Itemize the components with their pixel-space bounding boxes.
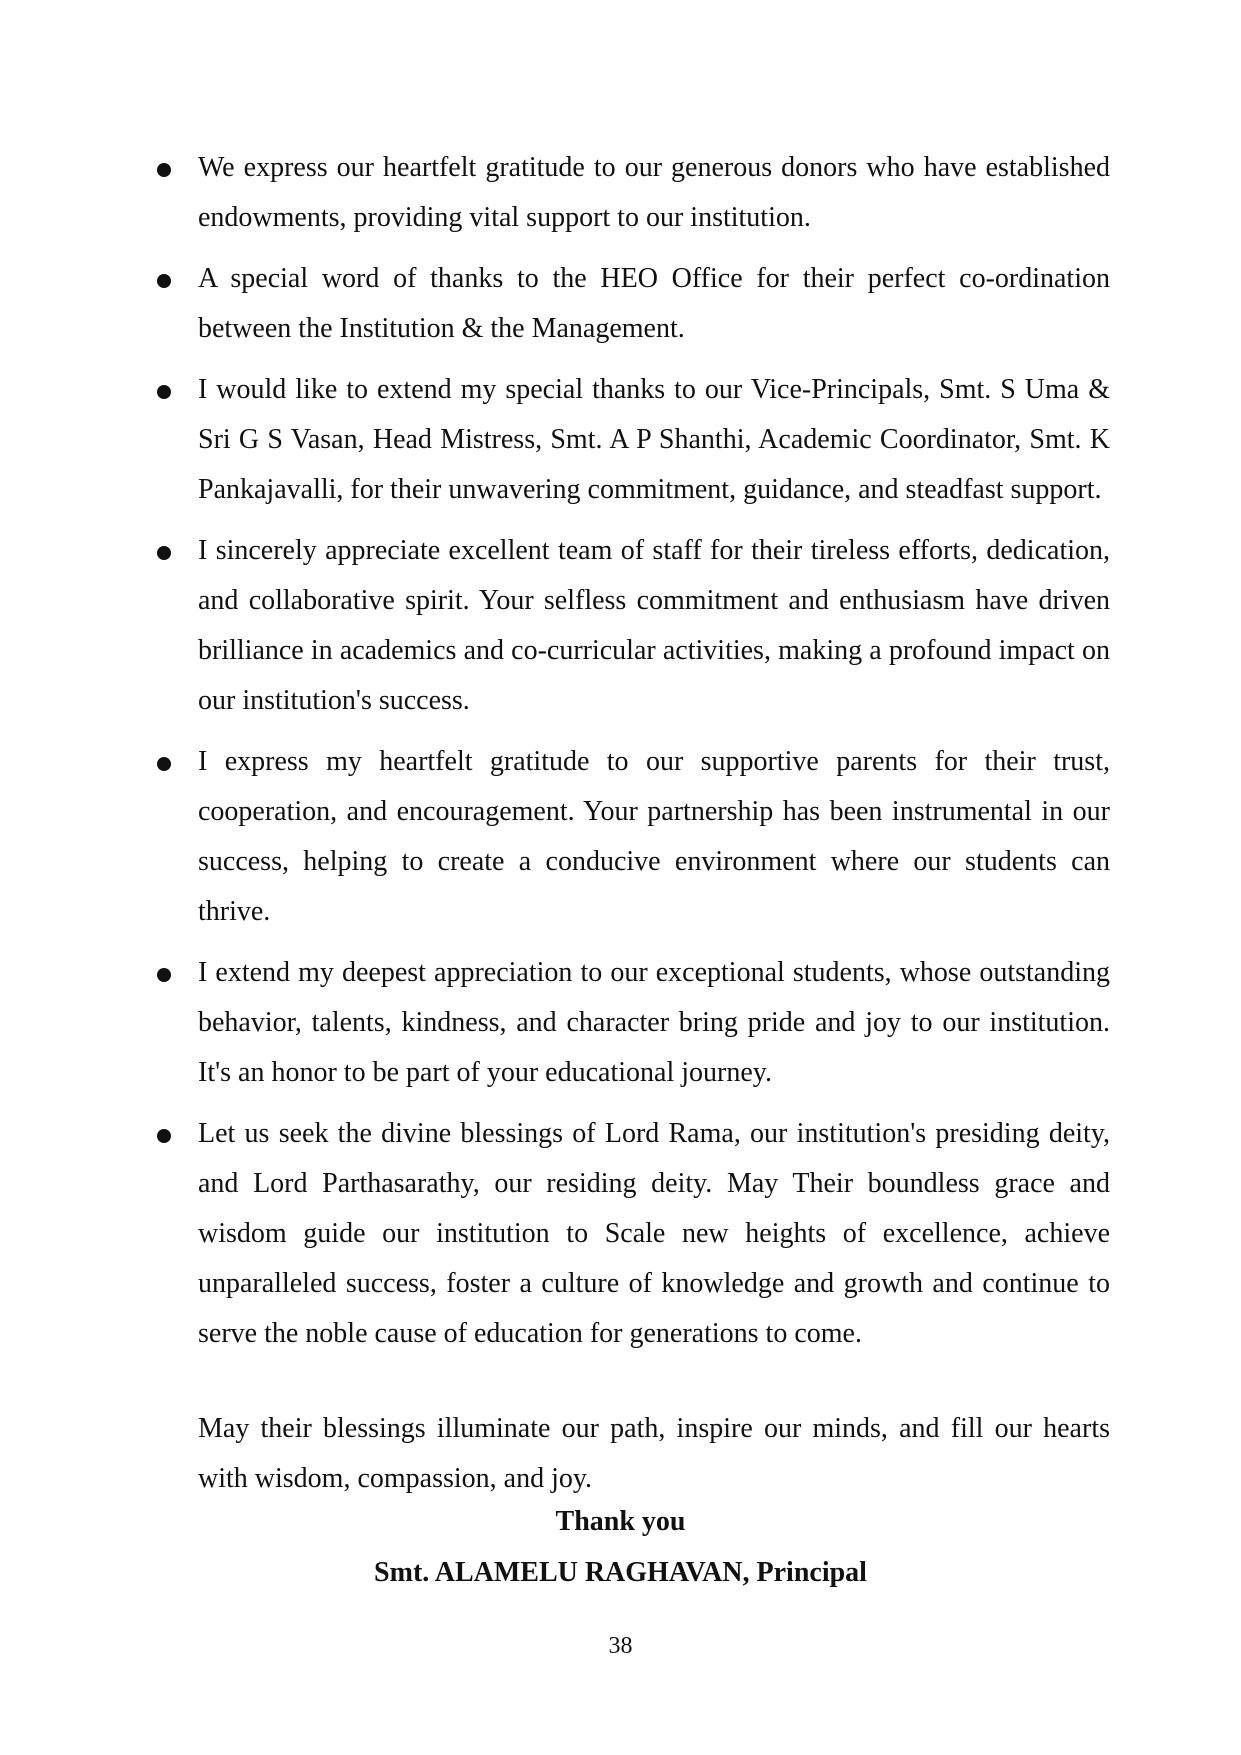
thank-you-heading: Thank you [555, 1506, 686, 1537]
acknowledgement-students [198, 948, 1110, 1098]
bullet-text: I express my heartfelt gratitude to our supportive parents for their trust, cooperation, and encouragement. Your partnership has been instrumental in our success, helping to create a conducive environment where our students can thrive. [198, 746, 1110, 927]
acknowledgement-list [198, 143, 1110, 1370]
acknowledgement-vice-principals [198, 365, 1110, 515]
acknowledgement-divine-blessings [198, 1109, 1110, 1359]
bullet-text: I extend my deepest appreciation to our exceptional students, whose outstanding behavior, talents, kindness, and character bring pride and joy to our institution. It's an honor to be part of your educational journey. [198, 957, 1110, 1088]
page-number: 38 [608, 1633, 633, 1659]
acknowledgement-parents [198, 737, 1110, 937]
acknowledgement-donors [198, 143, 1110, 243]
principal-signature: Smt. ALAMELU RAGHAVAN, Principal [374, 1557, 867, 1588]
closing-paragraph: May their blessings illuminate our path, inspire our minds, and fill our hearts with wisdom, compassion, and joy. [198, 1413, 1110, 1494]
bullet-text: A special word of thanks to the HEO Office for their perfect co-ordination between the Institution & the Management. [198, 263, 1110, 344]
bullet-text: We express our heartfelt gratitude to our generous donors who have established endowments, providing vital support to our institution. [198, 152, 1110, 233]
bullet-dot-icon [157, 757, 171, 771]
acknowledgement-staff [198, 526, 1110, 726]
bullet-text: Let us seek the divine blessings of Lord Rama, our institution's presiding deity, and Lord Parthasarathy, our residing deity. May Their boundless grace and wisdom guide our institution to Scale new heights of excellence, achieve unparalleled success, foster a culture of knowledge and growth and continue to serve the noble cause of education for generations to come. [198, 1118, 1110, 1349]
bullet-dot-icon [157, 274, 171, 288]
bullet-text: I sincerely appreciate excellent team of staff for their tireless efforts, dedication, and collaborative spirit. Your selfless commitment and enthusiasm have driven brilliance in academics and co-curricular activities, making a profound impact on our institution's success. [198, 535, 1110, 716]
bullet-dot-icon [157, 1129, 171, 1143]
bullet-dot-icon [157, 968, 171, 982]
bullet-dot-icon [157, 163, 171, 177]
bullet-dot-icon [157, 546, 171, 560]
bullet-text: I would like to extend my special thanks to our Vice-Principals, Smt. S Uma & Sri G S Vasan, Head Mistress, Smt. A P Shanthi, Academic Coordinator, Smt. K Pankajavalli, for their unwavering commitment, guidance, and steadfast support. [198, 374, 1110, 505]
bullet-dot-icon [157, 385, 171, 399]
acknowledgement-heo-office [198, 254, 1110, 354]
